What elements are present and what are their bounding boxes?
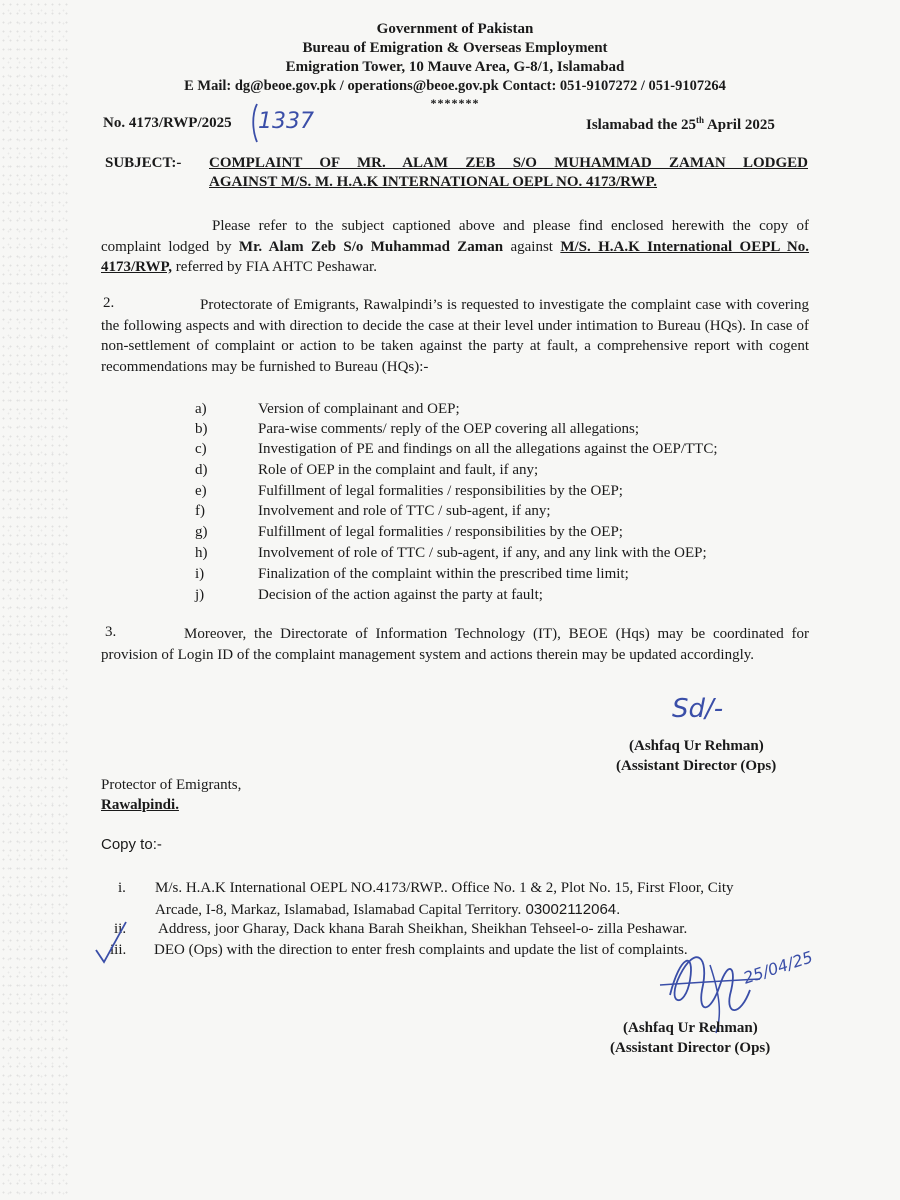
subject-label: SUBJECT:- <box>105 155 182 171</box>
addressee-line-1: Protector of Emigrants, <box>101 777 242 793</box>
reference-number: No. 4173/RWP/2025 <box>103 115 232 131</box>
paragraph-1: Please refer to the subject captioned above and please find enclosed herewith the copy of complaint lodged by Mr. Alam Zeb S/o Muhammad Zaman against M/S. H.A.K International OEPL No. 4173/RWP, referred by FIA AHTC Peshawar. <box>101 218 809 275</box>
letter-page: Government of Pakistan Bureau of Emigration & Overseas Employment Emigration Tower, 10 Mauve Area, G-8/1, Islamabad E Mail: dg@beoe.gov.pk / operations@beoe.gov.pk Contact: 051-9107272 / 051-9107264 ******* No. 4173/RWP/2025 1337 Islamabad the 25th April 2025 SUBJECT:- COMPLAINT OF MR. ALAM ZEB S/O MUHAMMAD ZAMAN LODGED AGAINST M/S. M. H.A.K INTERNATIONAL OEPL NO. 4173/RWP. Please refer to the subject captioned above and please find enclosed herewith the copy of complaint lodged by Mr. Alam Zeb S/o Muhammad Zaman against M/S. H.A.K International OEPL No. 4173/RWP, referred by FIA AHTC Peshawar. 2. Protectorate of Emigrants, Rawalpindi’s is requested to investigate the complaint case with covering the following aspects and with direction to decide the case at their level under intimation to Bureau (HQs). In case of non-settlement of complaint or action to be taken against the party at fault, a comprehensive report with cogent recommendations may be furnished to Bureau (HQs):- a) Version of complainant and OEP; b) Para-wise comments/ reply of the OEP covering all allegations; c) Investigation of PE and findings on all the allegations against the OEP/TTC; d) Role of OEP in the complaint and fault, if any; e) Fulfillment of legal formalities / responsibilities by the OEP; f) Involvement and role of TTC / sub-agent, if any; g) Fulfillment of legal formalities / responsibilities by the OEP; h) Involvement of role of TTC / sub-agent, if any, and any link with the OEP; i) Finalization of the complaint within the prescribed time limit; j) Decision of the action against the party at fault; 3. Moreover, the Directorate of Information Technology (IT), BEOE (Hqs) may be coordinated for provision of Login ID of the complaint management system and actions therein may be updated accordingly. Sd/- (Ashfaq Ur Rehman) (Assistant Director (Ops) Protector of Emigrants, Rawalpindi. Copy to:- i. M/s. H.A.K International OEPL NO.4173/RWP.. Office No. 1 & 2, Plot No. 15, First Floor, City Arcade, I-8, Markaz, Islamabad, Islamabad Capital Territory. 03002112064. ii. Address, joor Gharay, Dack khana Barah Sheikhan, Sheikhan Tehseel-o- zilla Peshawar. iii. DEO (Ops) with the direction to enter fresh complaints and update the list of complaints. 25/04/25 (Ashfaq Ur Rehman) (Assistant Director (Ops) <box>0 0 900 1200</box>
subject-line-2: AGAINST M/S. M. H.A.K INTERNATIONAL OEPL NO. 4173/RWP. <box>209 174 658 190</box>
header-stars: ******* <box>430 96 480 110</box>
handwritten-number: 1337 <box>258 109 314 134</box>
header-government: Government of Pakistan <box>376 21 534 37</box>
addressee-line-2: Rawalpindi. <box>101 797 179 813</box>
tick-mark-icon <box>92 918 132 968</box>
signatory-designation: (Assistant Director (Ops) <box>616 758 777 774</box>
place-date: Islamabad the 25th April 2025 <box>586 115 775 133</box>
scan-noise <box>0 0 70 1200</box>
copy-to-label: Copy to:- <box>101 836 162 853</box>
header-contact: E Mail: dg@beoe.gov.pk / operations@beoe.gov.pk Contact: 051-9107272 / 051-9107264 <box>184 78 726 94</box>
subject-line-1: COMPLAINT OF MR. ALAM ZEB S/O MUHAMMAD ZAMAN LODGED <box>209 155 808 171</box>
paragraph-3-number: 3. <box>105 624 117 640</box>
signature-sd-mark: Sd/- <box>672 694 724 724</box>
signatory-2-name: (Ashfaq Ur Rehman) <box>623 1020 758 1036</box>
signatory-2-designation: (Assistant Director (Ops) <box>610 1040 771 1056</box>
paragraph-2-number: 2. <box>103 295 115 311</box>
paragraph-3: Moreover, the Directorate of Information Technology (IT), BEOE (Hqs) may be coordinated for provision of Login ID of the complaint management system and actions therein may be updated accordingly. <box>101 626 809 663</box>
header-bureau: Bureau of Emigration & Overseas Employment <box>302 40 608 56</box>
header-address: Emigration Tower, 10 Mauve Area, G-8/1, Islamabad <box>285 59 625 75</box>
paragraph-2: Protectorate of Emigrants, Rawalpindi’s is requested to investigate the complaint case with covering the following aspects and with direction to decide the case at their level under intimation to Bureau (HQs). In case of non-settlement of complaint or action to be taken against the party at fault, a comprehensive report with cogent recommendations may be furnished to Bureau (HQs):- <box>101 297 809 375</box>
handwritten-date: 25/04/25 <box>740 947 816 988</box>
signatory-name: (Ashfaq Ur Rehman) <box>629 738 764 754</box>
